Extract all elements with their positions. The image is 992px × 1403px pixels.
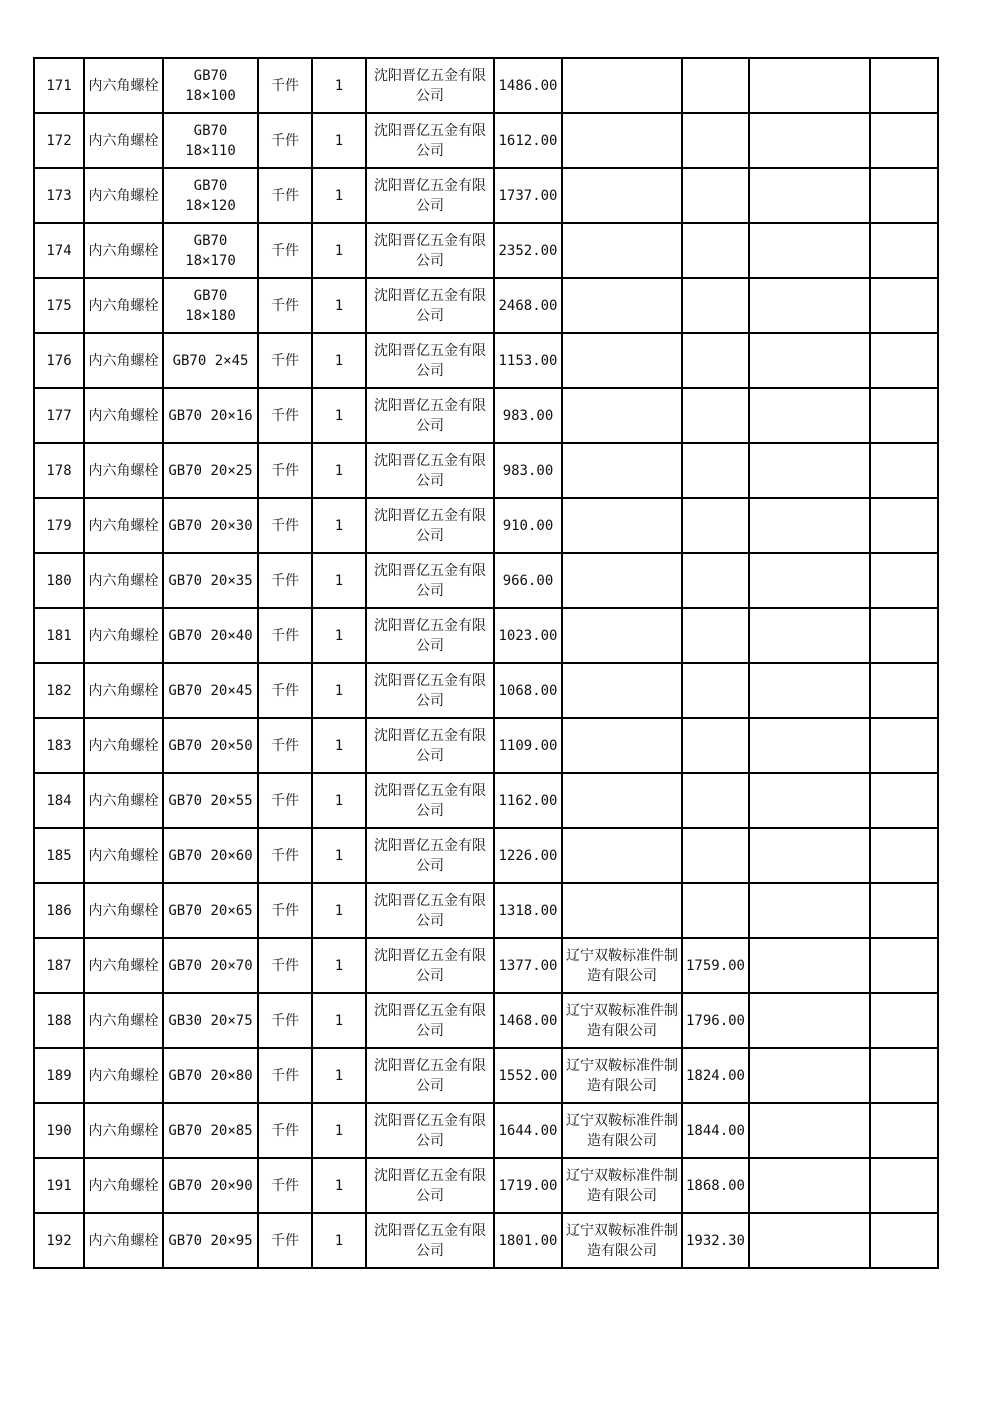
supplier-2-name: 辽宁双鞍标准件制造有限公司 xyxy=(562,993,682,1048)
supplier-2-name xyxy=(562,113,682,168)
item-quantity: 1 xyxy=(312,333,366,388)
row-number: 176 xyxy=(34,333,84,388)
item-name: 内六角螺栓 xyxy=(84,773,163,828)
item-unit: 千件 xyxy=(258,663,312,718)
item-unit: 千件 xyxy=(258,278,312,333)
item-spec: GB70 18×110 xyxy=(163,113,258,168)
item-spec: GB70 20×40 xyxy=(163,608,258,663)
supplier-2-name xyxy=(562,608,682,663)
supplier-2-name xyxy=(562,223,682,278)
table-row xyxy=(34,718,938,773)
item-name: 内六角螺栓 xyxy=(84,663,163,718)
item-name: 内六角螺栓 xyxy=(84,223,163,278)
item-quantity: 1 xyxy=(312,663,366,718)
extra-cell-2 xyxy=(870,718,938,773)
item-unit: 千件 xyxy=(258,58,312,113)
item-unit: 千件 xyxy=(258,388,312,443)
row-number: 173 xyxy=(34,168,84,223)
item-spec: GB70 20×65 xyxy=(163,883,258,938)
supplier-2-name xyxy=(562,828,682,883)
table-row xyxy=(34,223,938,278)
item-quantity: 1 xyxy=(312,58,366,113)
supplier-2-price xyxy=(682,333,749,388)
item-spec: GB70 20×80 xyxy=(163,1048,258,1103)
item-name: 内六角螺栓 xyxy=(84,828,163,883)
extra-cell-2 xyxy=(870,553,938,608)
extra-cell-1 xyxy=(749,1158,870,1213)
supplier-1-price: 1468.00 xyxy=(494,993,562,1048)
item-name: 内六角螺栓 xyxy=(84,608,163,663)
item-spec: GB30 20×75 xyxy=(163,993,258,1048)
supplier-2-price xyxy=(682,113,749,168)
supplier-2-price: 1868.00 xyxy=(682,1158,749,1213)
supplier-2-price: 1932.30 xyxy=(682,1213,749,1268)
item-unit: 千件 xyxy=(258,993,312,1048)
row-number: 190 xyxy=(34,1103,84,1158)
item-spec: GB70 20×50 xyxy=(163,718,258,773)
row-number: 178 xyxy=(34,443,84,498)
item-unit: 千件 xyxy=(258,1103,312,1158)
row-number: 191 xyxy=(34,1158,84,1213)
item-unit: 千件 xyxy=(258,773,312,828)
row-number: 192 xyxy=(34,1213,84,1268)
extra-cell-1 xyxy=(749,938,870,993)
extra-cell-2 xyxy=(870,663,938,718)
row-number: 185 xyxy=(34,828,84,883)
item-name: 内六角螺栓 xyxy=(84,1213,163,1268)
supplier-1-price: 983.00 xyxy=(494,443,562,498)
supplier-1-price: 1737.00 xyxy=(494,168,562,223)
item-unit: 千件 xyxy=(258,498,312,553)
row-number: 186 xyxy=(34,883,84,938)
supplier-2-name xyxy=(562,553,682,608)
extra-cell-1 xyxy=(749,1213,870,1268)
supplier-1-price: 1377.00 xyxy=(494,938,562,993)
supplier-2-name xyxy=(562,663,682,718)
supplier-1-price: 1226.00 xyxy=(494,828,562,883)
supplier-2-price xyxy=(682,388,749,443)
item-unit: 千件 xyxy=(258,443,312,498)
item-name: 内六角螺栓 xyxy=(84,1103,163,1158)
extra-cell-1 xyxy=(749,1103,870,1158)
supplier-2-name xyxy=(562,58,682,113)
item-quantity: 1 xyxy=(312,278,366,333)
item-spec: GB70 20×55 xyxy=(163,773,258,828)
table-row xyxy=(34,938,938,993)
table-row xyxy=(34,278,938,333)
supplier-2-name xyxy=(562,773,682,828)
item-name: 内六角螺栓 xyxy=(84,938,163,993)
table-row xyxy=(34,993,938,1048)
supplier-1-price: 2468.00 xyxy=(494,278,562,333)
row-number: 181 xyxy=(34,608,84,663)
supplier-1-price: 966.00 xyxy=(494,553,562,608)
supplier-1-name: 沈阳晋亿五金有限公司 xyxy=(366,498,494,553)
extra-cell-2 xyxy=(870,223,938,278)
item-quantity: 1 xyxy=(312,1048,366,1103)
item-spec: GB70 20×16 xyxy=(163,388,258,443)
extra-cell-1 xyxy=(749,1048,870,1103)
supplier-2-name xyxy=(562,278,682,333)
table-row xyxy=(34,498,938,553)
supplier-2-price: 1844.00 xyxy=(682,1103,749,1158)
item-spec: GB70 2×45 xyxy=(163,333,258,388)
extra-cell-2 xyxy=(870,388,938,443)
extra-cell-1 xyxy=(749,443,870,498)
item-quantity: 1 xyxy=(312,168,366,223)
supplier-2-price xyxy=(682,773,749,828)
item-name: 内六角螺栓 xyxy=(84,883,163,938)
item-quantity: 1 xyxy=(312,883,366,938)
supplier-1-price: 1153.00 xyxy=(494,333,562,388)
extra-cell-1 xyxy=(749,333,870,388)
item-unit: 千件 xyxy=(258,223,312,278)
item-name: 内六角螺栓 xyxy=(84,58,163,113)
table-row xyxy=(34,113,938,168)
item-spec: GB70 20×45 xyxy=(163,663,258,718)
table-row xyxy=(34,828,938,883)
item-unit: 千件 xyxy=(258,1048,312,1103)
supplier-2-price xyxy=(682,553,749,608)
item-quantity: 1 xyxy=(312,113,366,168)
supplier-1-name: 沈阳晋亿五金有限公司 xyxy=(366,443,494,498)
table-body xyxy=(34,58,938,1268)
table-row xyxy=(34,1048,938,1103)
row-number: 182 xyxy=(34,663,84,718)
supplier-2-name: 辽宁双鞍标准件制造有限公司 xyxy=(562,1103,682,1158)
item-quantity: 1 xyxy=(312,718,366,773)
supplier-1-name: 沈阳晋亿五金有限公司 xyxy=(366,168,494,223)
supplier-2-name xyxy=(562,718,682,773)
row-number: 188 xyxy=(34,993,84,1048)
row-number: 179 xyxy=(34,498,84,553)
supplier-1-price: 1552.00 xyxy=(494,1048,562,1103)
extra-cell-1 xyxy=(749,58,870,113)
supplier-1-name: 沈阳晋亿五金有限公司 xyxy=(366,828,494,883)
row-number: 177 xyxy=(34,388,84,443)
supplier-2-price: 1824.00 xyxy=(682,1048,749,1103)
row-number: 183 xyxy=(34,718,84,773)
supplier-2-name: 辽宁双鞍标准件制造有限公司 xyxy=(562,938,682,993)
supplier-2-name: 辽宁双鞍标准件制造有限公司 xyxy=(562,1158,682,1213)
item-name: 内六角螺栓 xyxy=(84,553,163,608)
supplier-2-price: 1796.00 xyxy=(682,993,749,1048)
item-spec: GB70 18×170 xyxy=(163,223,258,278)
row-number: 171 xyxy=(34,58,84,113)
item-name: 内六角螺栓 xyxy=(84,443,163,498)
supplier-2-name xyxy=(562,333,682,388)
item-quantity: 1 xyxy=(312,388,366,443)
supplier-2-name xyxy=(562,443,682,498)
extra-cell-2 xyxy=(870,608,938,663)
extra-cell-1 xyxy=(749,828,870,883)
supplier-2-price xyxy=(682,58,749,113)
extra-cell-1 xyxy=(749,553,870,608)
table-row xyxy=(34,663,938,718)
table-row xyxy=(34,773,938,828)
supplier-1-name: 沈阳晋亿五金有限公司 xyxy=(366,883,494,938)
extra-cell-1 xyxy=(749,223,870,278)
table-row xyxy=(34,1158,938,1213)
supplier-1-name: 沈阳晋亿五金有限公司 xyxy=(366,1213,494,1268)
supplier-1-price: 1318.00 xyxy=(494,883,562,938)
row-number: 180 xyxy=(34,553,84,608)
item-spec: GB70 20×85 xyxy=(163,1103,258,1158)
extra-cell-2 xyxy=(870,1158,938,1213)
supplier-2-name xyxy=(562,388,682,443)
table-row xyxy=(34,1103,938,1158)
supplier-2-price xyxy=(682,828,749,883)
supplier-1-price: 1023.00 xyxy=(494,608,562,663)
extra-cell-1 xyxy=(749,168,870,223)
extra-cell-2 xyxy=(870,168,938,223)
item-spec: GB70 20×60 xyxy=(163,828,258,883)
supplier-2-name xyxy=(562,498,682,553)
item-quantity: 1 xyxy=(312,828,366,883)
row-number: 184 xyxy=(34,773,84,828)
item-unit: 千件 xyxy=(258,553,312,608)
supplier-1-name: 沈阳晋亿五金有限公司 xyxy=(366,333,494,388)
supplier-1-price: 1068.00 xyxy=(494,663,562,718)
supplier-1-price: 1486.00 xyxy=(494,58,562,113)
extra-cell-1 xyxy=(749,993,870,1048)
row-number: 187 xyxy=(34,938,84,993)
supplier-1-name: 沈阳晋亿五金有限公司 xyxy=(366,58,494,113)
row-number: 174 xyxy=(34,223,84,278)
extra-cell-1 xyxy=(749,608,870,663)
supplier-2-price xyxy=(682,168,749,223)
extra-cell-2 xyxy=(870,1048,938,1103)
supplier-1-price: 1109.00 xyxy=(494,718,562,773)
table-row xyxy=(34,608,938,663)
supplier-2-price xyxy=(682,498,749,553)
extra-cell-1 xyxy=(749,718,870,773)
supplier-1-price: 1612.00 xyxy=(494,113,562,168)
extra-cell-1 xyxy=(749,663,870,718)
supplier-2-name: 辽宁双鞍标准件制造有限公司 xyxy=(562,1048,682,1103)
row-number: 175 xyxy=(34,278,84,333)
item-spec: GB70 20×95 xyxy=(163,1213,258,1268)
item-unit: 千件 xyxy=(258,608,312,663)
supplier-1-name: 沈阳晋亿五金有限公司 xyxy=(366,1103,494,1158)
item-name: 内六角螺栓 xyxy=(84,388,163,443)
extra-cell-2 xyxy=(870,333,938,388)
supplier-1-name: 沈阳晋亿五金有限公司 xyxy=(366,278,494,333)
supplier-1-name: 沈阳晋亿五金有限公司 xyxy=(366,938,494,993)
supplier-1-name: 沈阳晋亿五金有限公司 xyxy=(366,773,494,828)
supplier-1-name: 沈阳晋亿五金有限公司 xyxy=(366,223,494,278)
item-quantity: 1 xyxy=(312,608,366,663)
item-quantity: 1 xyxy=(312,223,366,278)
table-row xyxy=(34,388,938,443)
row-number: 172 xyxy=(34,113,84,168)
item-quantity: 1 xyxy=(312,773,366,828)
item-spec: GB70 20×30 xyxy=(163,498,258,553)
item-unit: 千件 xyxy=(258,1213,312,1268)
supplier-2-price xyxy=(682,278,749,333)
table-row xyxy=(34,883,938,938)
supplier-1-price: 983.00 xyxy=(494,388,562,443)
item-unit: 千件 xyxy=(258,113,312,168)
item-quantity: 1 xyxy=(312,443,366,498)
table-row xyxy=(34,58,938,113)
item-name: 内六角螺栓 xyxy=(84,498,163,553)
extra-cell-1 xyxy=(749,498,870,553)
supplier-1-name: 沈阳晋亿五金有限公司 xyxy=(366,993,494,1048)
item-unit: 千件 xyxy=(258,828,312,883)
supplier-2-price xyxy=(682,223,749,278)
supplier-2-price xyxy=(682,608,749,663)
item-name: 内六角螺栓 xyxy=(84,168,163,223)
table-row xyxy=(34,333,938,388)
item-unit: 千件 xyxy=(258,168,312,223)
item-quantity: 1 xyxy=(312,553,366,608)
extra-cell-2 xyxy=(870,993,938,1048)
supplier-2-price xyxy=(682,883,749,938)
extra-cell-2 xyxy=(870,278,938,333)
extra-cell-2 xyxy=(870,828,938,883)
supplier-1-price: 1801.00 xyxy=(494,1213,562,1268)
extra-cell-1 xyxy=(749,278,870,333)
item-quantity: 1 xyxy=(312,1103,366,1158)
item-unit: 千件 xyxy=(258,938,312,993)
item-name: 内六角螺栓 xyxy=(84,1158,163,1213)
item-quantity: 1 xyxy=(312,498,366,553)
supplier-1-price: 1719.00 xyxy=(494,1158,562,1213)
supplier-1-price: 910.00 xyxy=(494,498,562,553)
item-name: 内六角螺栓 xyxy=(84,993,163,1048)
item-name: 内六角螺栓 xyxy=(84,333,163,388)
item-unit: 千件 xyxy=(258,1158,312,1213)
supplier-1-name: 沈阳晋亿五金有限公司 xyxy=(366,718,494,773)
item-spec: GB70 20×90 xyxy=(163,1158,258,1213)
item-spec: GB70 18×180 xyxy=(163,278,258,333)
supplier-1-name: 沈阳晋亿五金有限公司 xyxy=(366,388,494,443)
item-quantity: 1 xyxy=(312,993,366,1048)
row-number: 189 xyxy=(34,1048,84,1103)
item-spec: GB70 18×100 xyxy=(163,58,258,113)
table-row xyxy=(34,553,938,608)
extra-cell-2 xyxy=(870,443,938,498)
item-name: 内六角螺栓 xyxy=(84,718,163,773)
supplier-1-name: 沈阳晋亿五金有限公司 xyxy=(366,1048,494,1103)
item-spec: GB70 18×120 xyxy=(163,168,258,223)
extra-cell-2 xyxy=(870,1213,938,1268)
item-spec: GB70 20×25 xyxy=(163,443,258,498)
extra-cell-2 xyxy=(870,883,938,938)
extra-cell-1 xyxy=(749,113,870,168)
table-row xyxy=(34,443,938,498)
supplier-1-name: 沈阳晋亿五金有限公司 xyxy=(366,1158,494,1213)
supplier-1-name: 沈阳晋亿五金有限公司 xyxy=(366,553,494,608)
table-row xyxy=(34,1213,938,1268)
supplier-2-price xyxy=(682,718,749,773)
item-spec: GB70 20×35 xyxy=(163,553,258,608)
extra-cell-1 xyxy=(749,773,870,828)
extra-cell-1 xyxy=(749,883,870,938)
supplier-1-price: 1162.00 xyxy=(494,773,562,828)
supplier-1-price: 2352.00 xyxy=(494,223,562,278)
supplier-2-name xyxy=(562,883,682,938)
extra-cell-1 xyxy=(749,388,870,443)
extra-cell-2 xyxy=(870,498,938,553)
extra-cell-2 xyxy=(870,773,938,828)
item-name: 内六角螺栓 xyxy=(84,278,163,333)
supplier-2-name xyxy=(562,168,682,223)
supplier-2-price xyxy=(682,663,749,718)
item-unit: 千件 xyxy=(258,883,312,938)
extra-cell-2 xyxy=(870,1103,938,1158)
item-unit: 千件 xyxy=(258,333,312,388)
supplier-1-name: 沈阳晋亿五金有限公司 xyxy=(366,113,494,168)
supplier-1-name: 沈阳晋亿五金有限公司 xyxy=(366,608,494,663)
extra-cell-2 xyxy=(870,938,938,993)
table-row xyxy=(34,168,938,223)
item-quantity: 1 xyxy=(312,1213,366,1268)
extra-cell-2 xyxy=(870,58,938,113)
supplier-2-price xyxy=(682,443,749,498)
supplier-1-price: 1644.00 xyxy=(494,1103,562,1158)
item-name: 内六角螺栓 xyxy=(84,113,163,168)
item-quantity: 1 xyxy=(312,1158,366,1213)
supplier-1-name: 沈阳晋亿五金有限公司 xyxy=(366,663,494,718)
extra-cell-2 xyxy=(870,113,938,168)
item-name: 内六角螺栓 xyxy=(84,1048,163,1103)
price-table xyxy=(33,57,939,1269)
item-spec: GB70 20×70 xyxy=(163,938,258,993)
item-quantity: 1 xyxy=(312,938,366,993)
supplier-2-price: 1759.00 xyxy=(682,938,749,993)
supplier-2-name: 辽宁双鞍标准件制造有限公司 xyxy=(562,1213,682,1268)
item-unit: 千件 xyxy=(258,718,312,773)
